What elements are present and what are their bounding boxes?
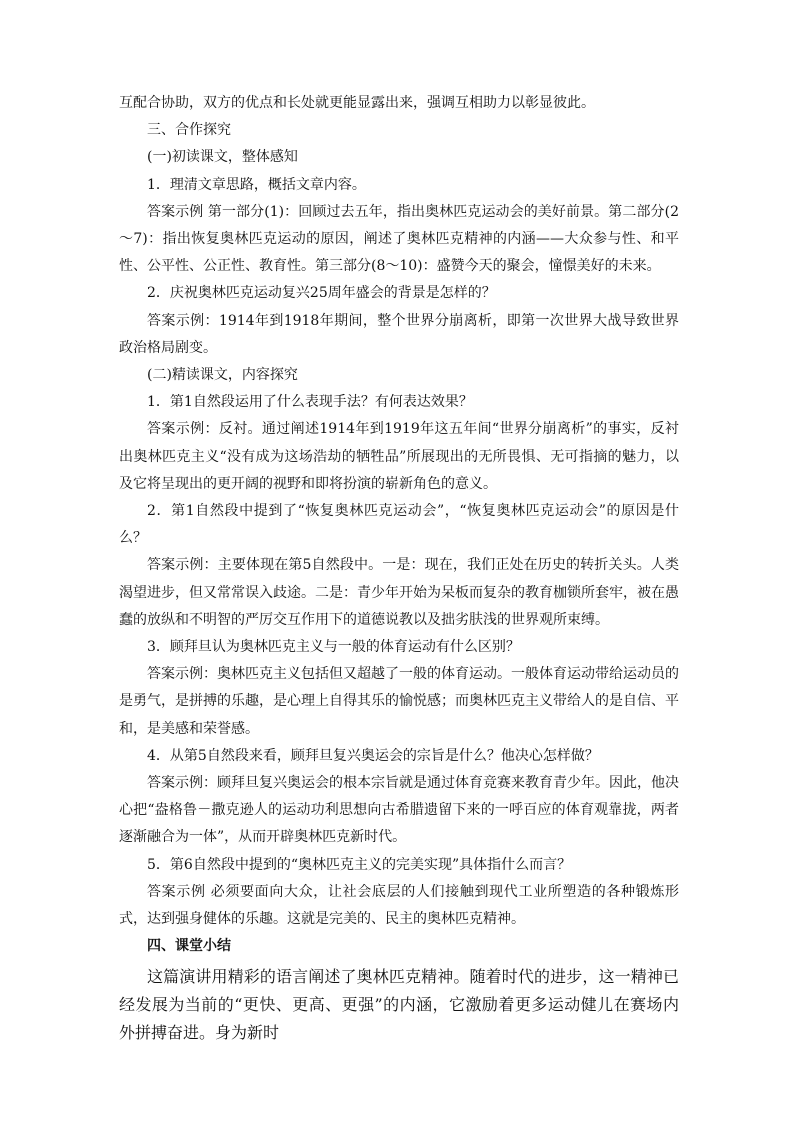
section-heading-cooperative-inquiry: 三、合作探究 [147, 122, 231, 139]
question-close-3: 3．顾拜旦认为奥林匹克主义与一般的体育运动有什么区别？ [147, 639, 520, 656]
question-close-5: 5．第6自然段中提到的“奥林匹克主义的完美实现”具体指什么而言？ [147, 856, 572, 873]
subsection-heading-first-reading: (一)初读课文，整体感知 [147, 149, 298, 166]
answer-close-2: 答案示例：主要体现在第5自然段中。一是：现在，我们正处在历史的转折关头。人类渴望进步，但又常常误入歧途。二是：青少年开始为呆板而复杂的教育枷锁所套牢，被在愚蠢的放纵和不明智的严厉交互作用下的道德说教以及拙劣肤浅的世界观所束缚。 [119, 557, 679, 628]
question-1-structure: 1．理清文章思路，概括文章内容。 [147, 176, 366, 193]
answer-close-1: 答案示例：反衬。通过阐述1914年到1919年这五年间“世界分崩离析”的事实，反衬出奥林匹克主义“没有成为这场浩劫的牺牲品”所展现出的无所畏惧、无可指摘的魅力，以及它将呈现出的更开阔的视野和即将扮演的崭新角色的意义。 [119, 421, 679, 492]
paragraph-summary: 这篇演讲用精彩的语言阐述了奥林匹克精神。随着时代的进步，这一精神已经发展为当前的“更快、更高、更强”的内涵，它激励着更多运动健儿在赛场内外拼搏奋进。身为新时 [119, 966, 679, 1042]
paragraph-intro-continuation: 互配合协助，双方的优点和长处就更能显露出来，强调互相助力以彰显彼此。 [119, 95, 595, 111]
answer-close-3: 答案示例：奥林匹克主义包括但又超越了一般的体育运动。一般体育运动带给运动员的是勇气，是拼搏的乐趣，是心理上自得其乐的愉悦感；而奥林匹克主义带给人的是自信、平和，是美感和荣誉感。 [119, 666, 679, 737]
section-heading-summary: 四、课堂小结 [147, 938, 231, 955]
answer-close-5: 答案示例 必须要面向大众，让社会底层的人们接触到现代工业所塑造的各种锻炼形式，达到强身健体的乐趣。这就是完美的、民主的奥林匹克精神。 [119, 883, 679, 928]
question-close-1: 1．第1自然段运用了什么表现手法？有何表达效果？ [147, 394, 473, 411]
subsection-heading-close-reading: (二)精读课文，内容探究 [147, 367, 298, 384]
document-body [119, 90, 679, 1047]
question-close-2: 2．第1自然段中提到了“恢复奥林匹克运动会”，“恢复奥林匹克运动会”的原因是什么？ [119, 503, 679, 547]
answer-2-background: 答案示例：1914年到1918年期间，整个世界分崩离析，即第一次世界大战导致世界政治格局剧变。 [119, 312, 679, 356]
answer-close-4: 答案示例：顾拜旦复兴奥运会的根本宗旨就是通过体育竞赛来教育青少年。因此，他决心把“盎格鲁－撒克逊人的运动功利思想向古希腊遗留下来的一呼百应的体育观靠拢，两者逐渐融合为一体”，从而开辟奥林匹克新时代。 [119, 775, 679, 846]
question-2-background: 2．庆祝奥林匹克运动复兴25周年盛会的背景是怎样的？ [147, 285, 496, 302]
answer-1-structure: 答案示例 第一部分(1)：回顾过去五年，指出奥林匹克运动会的美好前景。第二部分(2～7)：指出恢复奥林匹克运动的原因，阐述了奥林匹克精神的内涵——大众参与性、和平性、公平性、公正性、教育性。第三部分(8～10)：盛赞今天的聚会，憧憬美好的未来。 [119, 203, 679, 275]
question-close-4: 4．从第5自然段来看，顾拜旦复兴奥运会的宗旨是什么？他决心怎样做？ [147, 747, 599, 764]
